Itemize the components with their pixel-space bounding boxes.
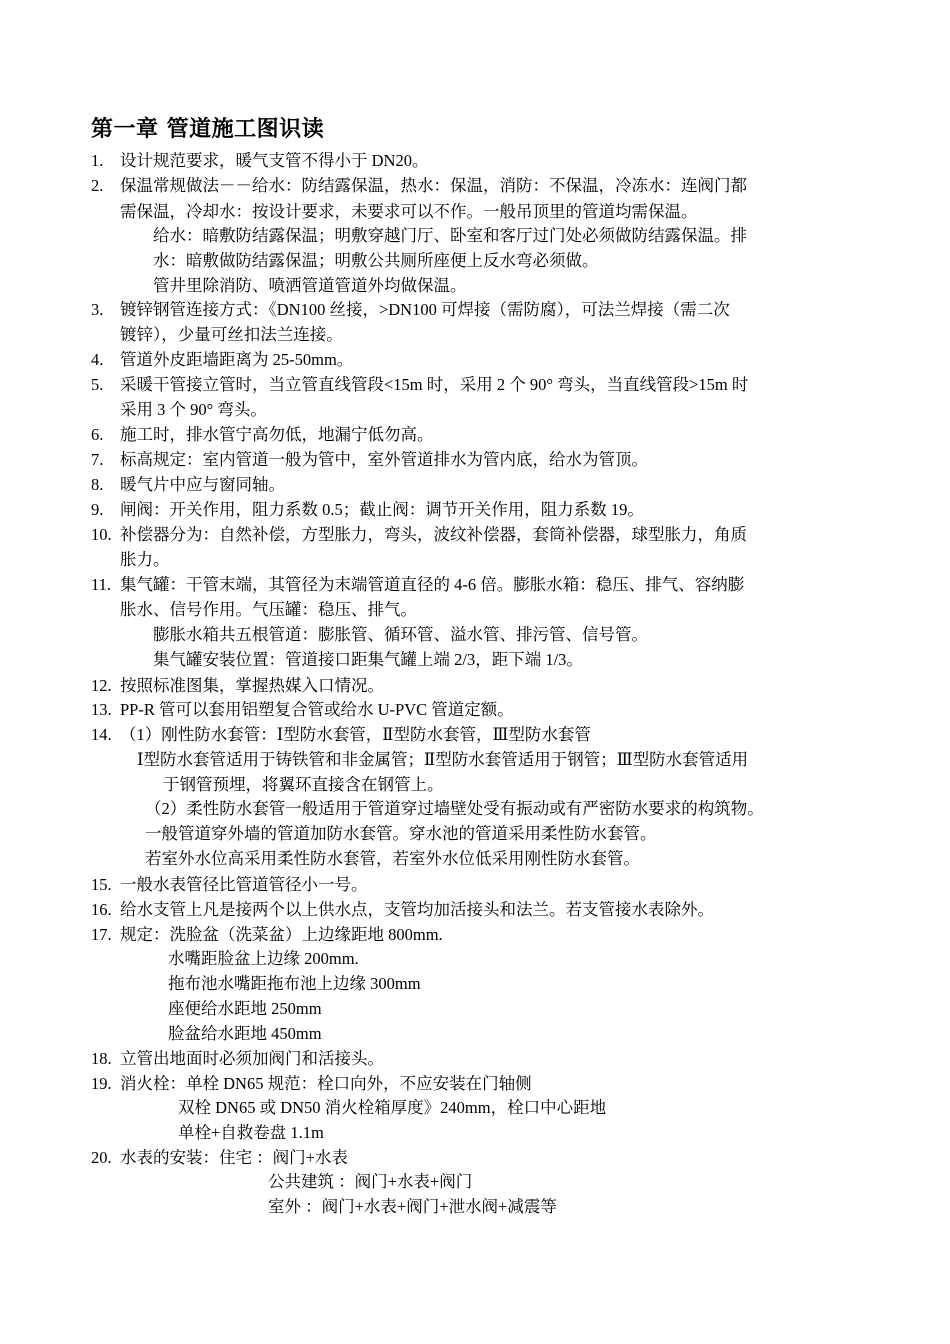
list-item-number: 14.	[91, 725, 112, 744]
continuation-line: 胀水、信号作用。气压罐：稳压、排气。	[120, 600, 417, 619]
continuation-line: Ⅰ型防水套管适用于铸铁管和非金属管；Ⅱ型防水套管适用于钢管；Ⅲ型防水套管适用	[137, 750, 749, 769]
continuation-line: 镀锌），少量可丝扣法兰连接。	[120, 325, 343, 344]
list-item-number: 9.	[91, 500, 104, 519]
list-item-number: 16.	[91, 900, 112, 919]
list-item-text: 给水支管上凡是接两个以上供水点，支管均加活接头和法兰。若支管接水表除外。	[120, 900, 714, 919]
list-item-text: 施工时，排水管宁高勿低，地漏宁低勿高。	[120, 425, 434, 444]
list-item-text: 立管出地面时必须加阀门和活接头。	[120, 1049, 384, 1068]
list-item-text: 闸阀：开关作用，阻力系数 0.5；截止阀：调节开关作用，阻力系数 19。	[120, 500, 644, 519]
list-item-text: （1）刚性防水套管：Ⅰ型防水套管，Ⅱ型防水套管，Ⅲ型防水套管	[120, 725, 591, 744]
continuation-line: 单栓+自救卷盘 1.1m	[178, 1123, 324, 1142]
continuation-line: 公共建筑 ：阀门+水表+阀门	[268, 1172, 473, 1191]
list-item-text: 集气罐：干管末端，其管径为末端管道直径的 4-6 倍。膨胀水箱：稳压、排气、容纳膨	[120, 575, 745, 594]
continuation-line: 采用 3 个 90° 弯头。	[120, 400, 267, 419]
list-item-text: 按照标准图集，掌握热媒入口情况。	[120, 676, 384, 695]
continuation-line: 若室外水位高采用柔性防水套管，若室外水位低采用刚性防水套管。	[145, 849, 640, 868]
list-item-text: 水表的安装：住宅 ：阀门+水表	[120, 1148, 348, 1167]
list-item-text: 采暖干管接立管时，当立管直线管段<15m 时，采用 2 个 90° 弯头，当直线管段>15m 时	[120, 375, 749, 394]
list-item-text: 补偿器分为：自然补偿，方型胀力，弯头，波纹补偿器，套筒补偿器，球型胀力，角质	[120, 525, 747, 544]
continuation-line: 膨胀水箱共五根管道：膨胀管、循环管、溢水管、排污管、信号管。	[153, 625, 648, 644]
chapter-title: 第一章 管道施工图识读	[91, 117, 325, 142]
list-item-number: 8.	[91, 475, 104, 494]
continuation-line: 一般管道穿外墙的管道加防水套管。穿水池的管道采用柔性防水套管。	[145, 824, 657, 843]
continuation-line: 双栓 DN65 或 DN50 消火栓箱厚度》240mm，栓口中心距地	[178, 1098, 607, 1117]
list-item-text: PP-R 管可以套用铝塑复合管或给水 U-PVC 管道定额。	[120, 700, 514, 719]
list-item-number: 12.	[91, 676, 112, 695]
list-item-text: 规定：洗脸盆（洗菜盆）上边缘距地 800mm.	[120, 925, 443, 944]
list-item-number: 10.	[91, 525, 112, 544]
continuation-line: （2）柔性防水套管一般适用于管道穿过墙壁处受有振动或有严密防水要求的构筑物。	[145, 799, 764, 818]
list-item-number: 19.	[91, 1074, 112, 1093]
list-item-number: 6.	[91, 425, 104, 444]
list-item-text: 消火栓：单栓 DN65 规范：栓口向外，不应安装在门轴侧	[120, 1074, 532, 1093]
list-item-number: 1.	[91, 151, 104, 170]
continuation-line: 水嘴距脸盆上边缘 200mm.	[168, 949, 359, 968]
list-item-text: 保温常规做法－－给水：防结露保温，热水：保温，消防：不保温，冷冻水：连阀门都	[120, 176, 747, 195]
list-item-number: 18.	[91, 1049, 112, 1068]
continuation-line: 脸盆给水距地 450mm	[168, 1024, 322, 1043]
list-item-text: 设计规范要求，暖气支管不得小于 DN20。	[120, 151, 429, 170]
continuation-line: 集气罐安装位置：管道接口距集气罐上端 2/3，距下端 1/3。	[153, 650, 583, 669]
list-item-text: 管道外皮距墙距离为 25-50mm。	[120, 350, 354, 369]
list-item-number: 20.	[91, 1148, 112, 1167]
continuation-line: 于钢管预埋，将翼环直接含在钢管上。	[163, 775, 444, 794]
list-item-number: 15.	[91, 875, 112, 894]
list-item-number: 13.	[91, 700, 112, 719]
list-item-text: 镀锌钢管连接方式：《DN100 丝接，>DN100 可焊接（需防腐），可法兰焊接（需二次	[120, 300, 730, 319]
continuation-line: 需保温，冷却水：按设计要求，未要求可以不作。一般吊顶里的管道均需保温。	[120, 202, 698, 221]
list-item-number: 11.	[91, 575, 112, 594]
continuation-line: 拖布池水嘴距拖布池上边缘 300mm	[168, 974, 421, 993]
continuation-line: 给水：暗敷防结露保温；明敷穿越门厅、卧室和客厅过门处必须做防结露保温。排	[153, 226, 747, 245]
continuation-line: 座便给水距地 250mm	[168, 999, 322, 1018]
list-item-text: 标高规定：室内管道一般为管中，室外管道排水为管内底，给水为管顶。	[120, 450, 648, 469]
list-item-text: 暖气片中应与窗同轴。	[120, 475, 285, 494]
continuation-line: 水：暗敷做防结露保温；明敷公共厕所座便上反水弯必须做。	[153, 251, 599, 270]
list-item-number: 2.	[91, 176, 104, 195]
list-item-number: 3.	[91, 300, 104, 319]
list-item-number: 7.	[91, 450, 104, 469]
list-item-number: 4.	[91, 350, 104, 369]
list-item-text: 一般水表管径比管道管径小一号。	[120, 875, 368, 894]
continuation-line: 管井里除消防、喷洒管道管道外均做保温。	[153, 276, 467, 295]
continuation-line: 室外 ：阀门+水表+阀门+泄水阀+减震等	[268, 1197, 557, 1216]
list-item-number: 5.	[91, 375, 104, 394]
continuation-line: 胀力。	[120, 550, 170, 569]
list-item-number: 17.	[91, 925, 112, 944]
